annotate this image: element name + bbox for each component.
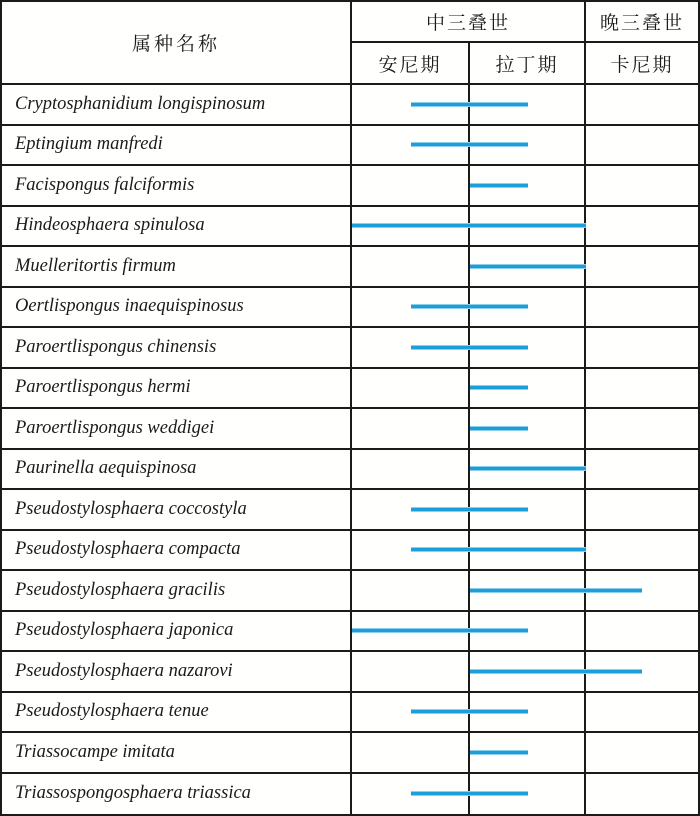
table-row [2, 612, 698, 653]
anisian-cell [350, 409, 468, 448]
carnian-cell [584, 774, 698, 815]
carnian-cell [584, 247, 698, 286]
stage-header-row [350, 43, 698, 83]
anisian-cell [350, 571, 468, 610]
species-name: Pseudostylosphaera nazarovi [15, 660, 233, 681]
carnian-cell [584, 328, 698, 367]
anisian-cell [350, 652, 468, 691]
range-bar [470, 426, 528, 431]
range-bar [352, 223, 586, 228]
range-bar [352, 628, 528, 633]
table-row [2, 369, 698, 410]
range-bar [470, 183, 528, 188]
table-row [2, 328, 698, 369]
range-bar [411, 102, 528, 107]
species-name: Triassocampe imitata [15, 741, 175, 762]
species-name: Facispongus falciformis [15, 174, 195, 195]
epoch-header-late-triassic: 晚三叠世 [584, 2, 698, 41]
table-row [2, 247, 698, 288]
chart-header [2, 2, 698, 85]
range-bar [470, 750, 528, 755]
species-name: Triassospongosphaera triassica [15, 783, 251, 804]
table-row [2, 409, 698, 450]
species-name: Paroertlispongus hermi [15, 377, 191, 398]
species-name: Paurinella aequispinosa [15, 458, 197, 479]
carnian-cell [584, 288, 698, 327]
table-row [2, 85, 698, 126]
table-row [2, 450, 698, 491]
range-bar [411, 345, 528, 350]
carnian-cell [584, 166, 698, 205]
carnian-cell [584, 693, 698, 732]
anisian-cell [350, 166, 468, 205]
carnian-cell [584, 207, 698, 246]
table-row [2, 531, 698, 572]
species-name: Pseudostylosphaera japonica [15, 620, 234, 641]
carnian-cell [584, 369, 698, 408]
range-bar [411, 304, 528, 309]
anisian-cell [350, 247, 468, 286]
carnian-cell [584, 490, 698, 529]
carnian-cell [584, 85, 698, 124]
species-name: Eptingium manfredi [15, 134, 163, 155]
table-row [2, 652, 698, 693]
range-bar [411, 791, 528, 796]
anisian-cell [350, 733, 468, 772]
species-name: Pseudostylosphaera coccostyla [15, 498, 247, 519]
table-row [2, 166, 698, 207]
time-scale-header [350, 2, 698, 83]
range-bar [470, 466, 586, 471]
table-row [2, 571, 698, 612]
table-row [2, 490, 698, 531]
species-name: Paroertlispongus weddigei [15, 417, 215, 438]
carnian-cell [584, 531, 698, 570]
species-name: Pseudostylosphaera compacta [15, 539, 241, 560]
table-row [2, 288, 698, 329]
stage-header-ladinian: 拉丁期 [468, 43, 584, 83]
species-name: Oertlispongus inaequispinosus [15, 296, 244, 317]
range-bar [470, 385, 528, 390]
species-name: Cryptosphanidium longispinosum [15, 93, 266, 114]
range-bar [470, 264, 586, 269]
species-name: Hindeosphaera spinulosa [15, 215, 205, 236]
range-bar [411, 547, 586, 552]
carnian-cell [584, 409, 698, 448]
species-name: Pseudostylosphaera tenue [15, 701, 209, 722]
table-row [2, 774, 698, 815]
epoch-header-middle-triassic: 中三叠世 [350, 2, 584, 41]
table-row [2, 207, 698, 248]
range-bar [411, 507, 528, 512]
table-row [2, 733, 698, 774]
carnian-cell [584, 126, 698, 165]
epoch-header-row [350, 2, 698, 43]
stage-header-carnian: 卡尼期 [584, 43, 698, 83]
carnian-cell [584, 612, 698, 651]
carnian-cell [584, 450, 698, 489]
stage-header-anisian: 安尼期 [350, 43, 468, 83]
name-column-header: 属种名称 [131, 34, 220, 55]
table-row [2, 126, 698, 167]
range-bar [411, 142, 528, 147]
species-name: Muelleritortis firmum [15, 255, 176, 276]
range-bar [470, 588, 642, 593]
anisian-cell [350, 369, 468, 408]
species-name: Paroertlispongus chinensis [15, 336, 217, 357]
species-rows [2, 85, 698, 814]
table-row [2, 693, 698, 734]
carnian-cell [584, 733, 698, 772]
range-bar [470, 669, 642, 674]
range-bar [411, 709, 528, 714]
species-name: Pseudostylosphaera gracilis [15, 579, 226, 600]
anisian-cell [350, 450, 468, 489]
